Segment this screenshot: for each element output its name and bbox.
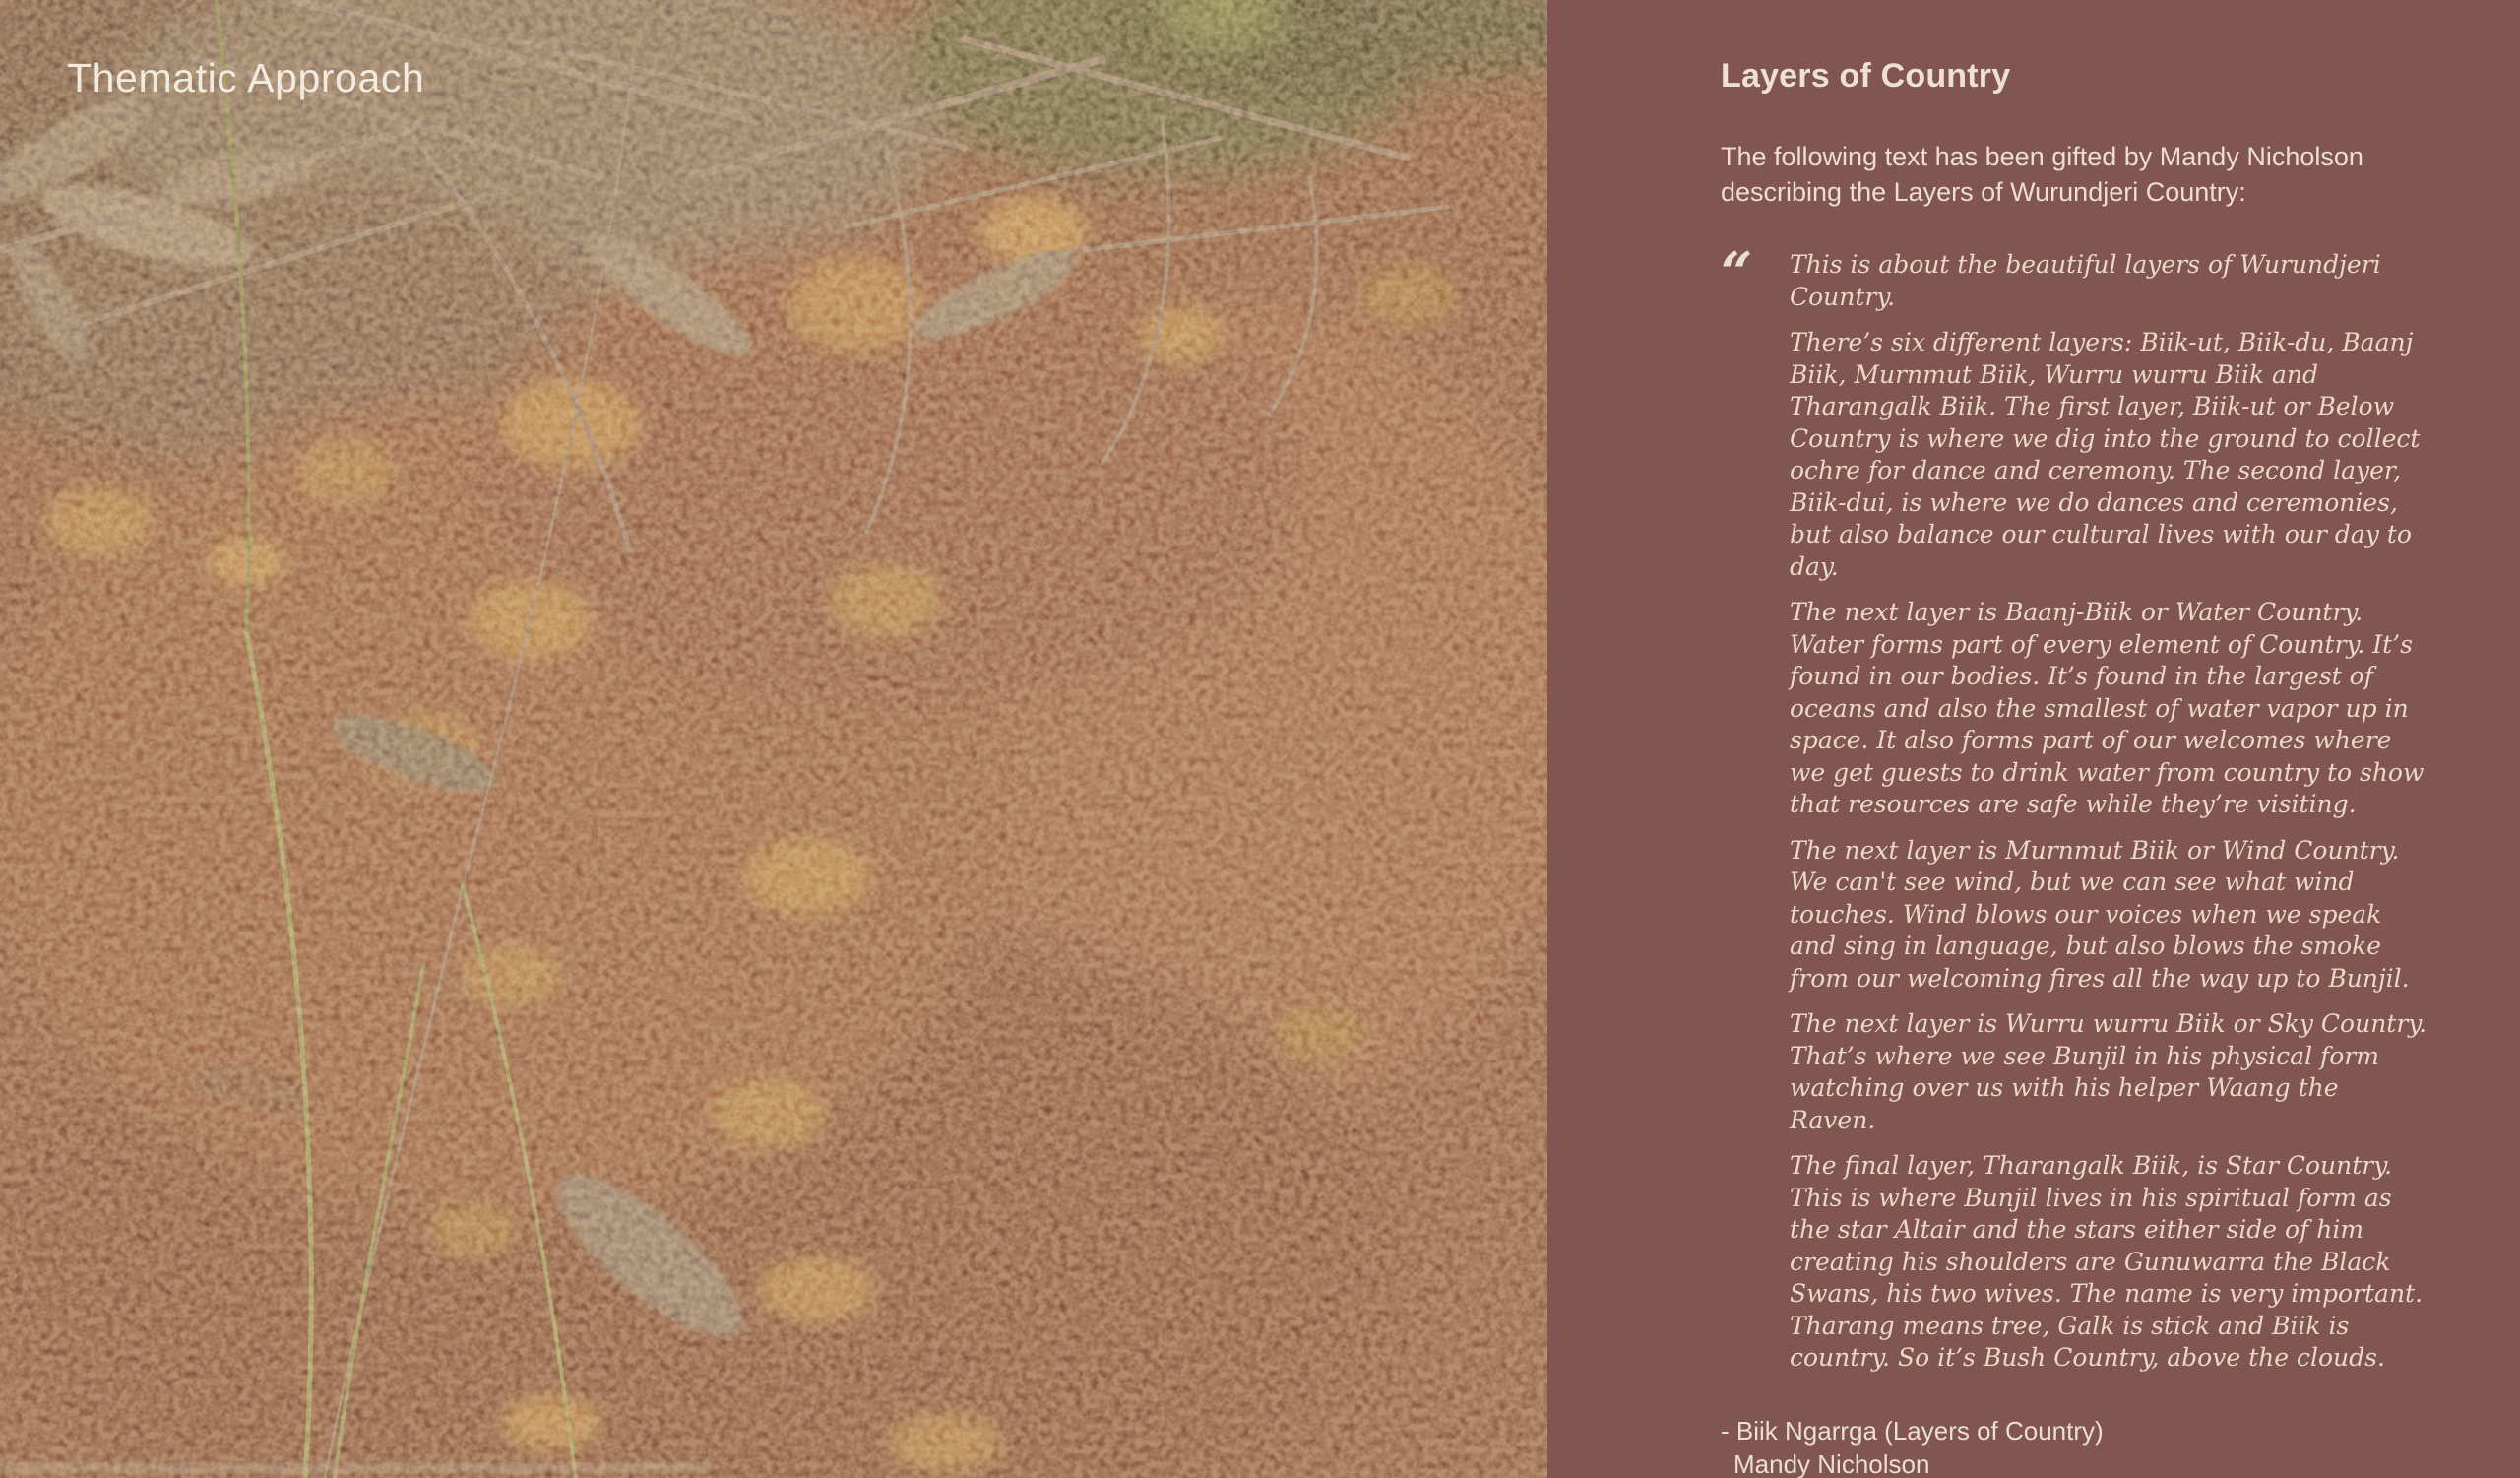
quote-block <box>1721 240 2429 1388</box>
intro-text: The following text has been gifted by Mandy Nicholson describing the Layers of Wurundjeri Country: <box>1721 142 2363 207</box>
quote-paragraph: The next layer is Wurru wurru Biik or Sky Country. That’s where we see Bunjil in his physical form watching over us with his helper Waang the Raven. <box>1790 1009 2427 1134</box>
quote-paragraph: The next layer is Baanj-Biik or Water Country. Water forms part of every element of Country. It’s found in our bodies. It’s found in the largest of oceans and also the smallest of water vapor up in space. It also forms part of our welcomes where we get guests to drink water from country to show that resources are safe while they’re visiting. <box>1790 598 2425 818</box>
quote-paragraph: The next layer is Murnmut Biik or Wind Country. We can't see wind, but we can see what wind touches. Wind blows our voices when we speak and sing in language, but also blows the smoke from our welcoming fires all the way up to Bunjil. <box>1790 835 2410 993</box>
page-title: Thematic Approach <box>67 55 425 100</box>
attribution-work: - Biik Ngarrga (Layers of Country) <box>1721 1415 2104 1446</box>
quote-icon: “ <box>1721 240 1753 305</box>
quote-paragraph: There’s six different layers: Biik-ut, Biik-du, Baanj Biik, Murnmut Biik, Wurru wurru Biik and Tharangalk Biik. The first layer, Biik-ut or Below Country is where we dig into the ground to collect ochre for dance and ceremony. The second layer, Biik-dui, is where we do dances and ceremonies, but also balance our cultural lives with our day to day. <box>1790 328 2421 581</box>
quote-paragraph: This is about the beautiful layers of Wurundjeri Country. <box>1790 250 2381 311</box>
section-heading: Layers of Country <box>1721 57 2011 95</box>
quote-paragraph: The final layer, Tharangalk Biik, is Star Country. This is where Bunjil lives in his spiritual form as the star Altair and the stars either side of him creating his shoulders are Gunuwarra the Black Swans, his two wives. The name is very important. Tharang means tree, Galk is stick and Biik is country. So it’s Bush Country, above the clouds. <box>1790 1151 2424 1372</box>
attribution-author: Mandy Nicholson <box>1733 1448 1930 1478</box>
attribution <box>1721 1414 2429 1478</box>
quote-paragraphs <box>1790 249 2429 1388</box>
text-panel <box>1547 0 2520 1478</box>
